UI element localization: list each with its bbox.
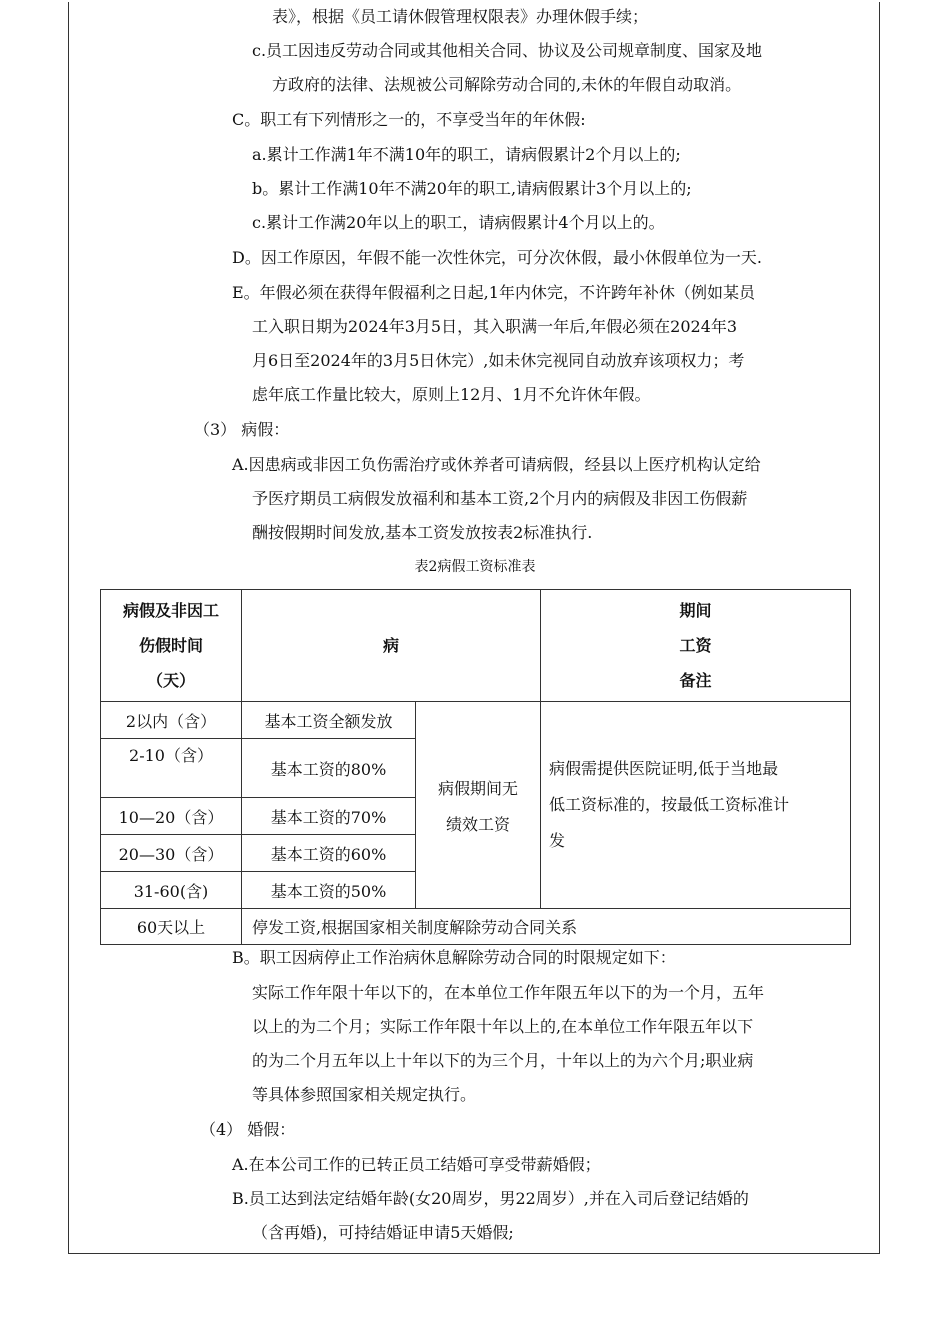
paragraph-line: （含再婚)，可持结婚证申请5天婚假; [252, 1223, 514, 1242]
header-text: 备注 [679, 671, 712, 690]
cell-text: 病假期间无 [438, 779, 519, 798]
header-period [101, 590, 242, 702]
period-cell: 2以内（含） [101, 702, 242, 739]
header-text: 伤假时间 [138, 636, 203, 655]
header-text: （天） [146, 671, 195, 690]
section-heading: （4） 婚假： [200, 1120, 296, 1139]
header-text: 病假及非因工 [122, 601, 219, 620]
period-cell: 60天以上 [101, 909, 242, 945]
period-cell: 31-60(含) [101, 872, 242, 909]
section-heading: （3） 病假： [194, 420, 290, 439]
table-row [101, 702, 851, 739]
paragraph-line: 等具体参照国家相关规定执行。 [252, 1085, 477, 1104]
note-cell [541, 702, 851, 909]
wage-cell: 基本工资的50% [242, 872, 416, 909]
paragraph-line: 以上的为二个月；实际工作年限十年以上的,在本单位工作年限五年以下 [252, 1017, 754, 1036]
paragraph-line: 虑年底工作量比较大，原则上12月、1月不允许休年假。 [252, 385, 651, 404]
last-row-text: 停发工资,根据国家相关制度解除劳动合同关系 [242, 909, 851, 945]
paragraph-line: b。累计工作满10年不满20年的职工,请病假累计3个月以上的; [252, 179, 692, 198]
header-text: 工资 [679, 636, 712, 655]
wage-cell: 基本工资的60% [242, 835, 416, 872]
paragraph-line: C。职工有下列情形之一的，不享受当年的年休假: [232, 110, 586, 129]
paragraph-line: 予医疗期员工病假发放福利和基本工资,2个月内的病假及非因工伤假薪 [252, 489, 748, 508]
header-text: 期间 [679, 601, 712, 620]
table-caption: 表2病假工资标准表 [414, 559, 536, 575]
sick-leave-wage-table [100, 589, 851, 945]
paragraph-line: 方政府的法律、法规被公司解除劳动合同的,未休的年假自动取消。 [272, 75, 742, 94]
paragraph-line: B。职工因病停止工作治病休息解除劳动合同的时限规定如下： [232, 948, 676, 967]
period-cell: 10—20（含） [101, 798, 242, 835]
paragraph-line: c.累计工作满20年以上的职工，请病假累计4个月以上的。 [252, 213, 665, 232]
wage-cell: 基本工资全额发放 [242, 702, 416, 739]
period-cell: 2-10（含） [101, 739, 242, 798]
paragraph-line: 实际工作年限十年以下的，在本单位工作年限五年以下的为一个月，五年 [252, 983, 765, 1002]
paragraph-line: D。因工作原因，年假不能一次性休完，可分次休假，最小休假单位为一天. [232, 248, 762, 267]
paragraph-line: 的为二个月五年以上十年以下的为三个月，十年以上的为六个月;职业病 [252, 1051, 754, 1070]
paragraph-line: B.员工达到法定结婚年龄(女20周岁，男22周岁）,并在入司后登记结婚的 [232, 1189, 749, 1208]
paragraph-line: 工入职日期为2024年3月5日，其入职满一年后,年假必须在2024年3 [252, 317, 738, 336]
cell-text: 病假需提供医院证明,低于当地最 [549, 759, 779, 778]
cell-text: 绩效工资 [446, 815, 511, 834]
header-sick: 病 [242, 590, 541, 702]
cell-text: 发 [549, 831, 566, 850]
cell-text: 低工资标准的，按最低工资标准计 [549, 795, 790, 814]
header-period-wage-note [541, 590, 851, 702]
paragraph-line: c.员工因违反劳动合同或其他相关合同、协议及公司规章制度、国家及地 [252, 41, 763, 60]
paragraph-line: A.因患病或非因工负伤需治疗或休养者可请病假，经县以上医疗机构认定给 [232, 455, 761, 474]
performance-cell [416, 702, 541, 909]
paragraph-line: 酬按假期时间发放,基本工资发放按表2标准执行. [252, 523, 593, 542]
wage-cell: 基本工资的80% [242, 739, 416, 798]
paragraph-line: A.在本公司工作的已转正员工结婚可享受带薪婚假； [232, 1155, 601, 1174]
table-row [101, 909, 851, 945]
paragraph-line: a.累计工作满1年不满10年的职工，请病假累计2个月以上的; [252, 145, 681, 164]
paragraph-line: E。年假必须在获得年假福利之日起,1年内休完，不许跨年补休（例如某员 [232, 283, 755, 302]
paragraph-line: 月6日至2024年的3月5日休完）,如未休完视同自动放弃该项权力；考 [252, 351, 745, 370]
paragraph-line: 表》，根据《员工请休假管理权限表》办理休假手续； [272, 7, 649, 26]
wage-cell: 基本工资的70% [242, 798, 416, 835]
period-cell: 20—30（含） [101, 835, 242, 872]
table-header-row [101, 590, 851, 702]
